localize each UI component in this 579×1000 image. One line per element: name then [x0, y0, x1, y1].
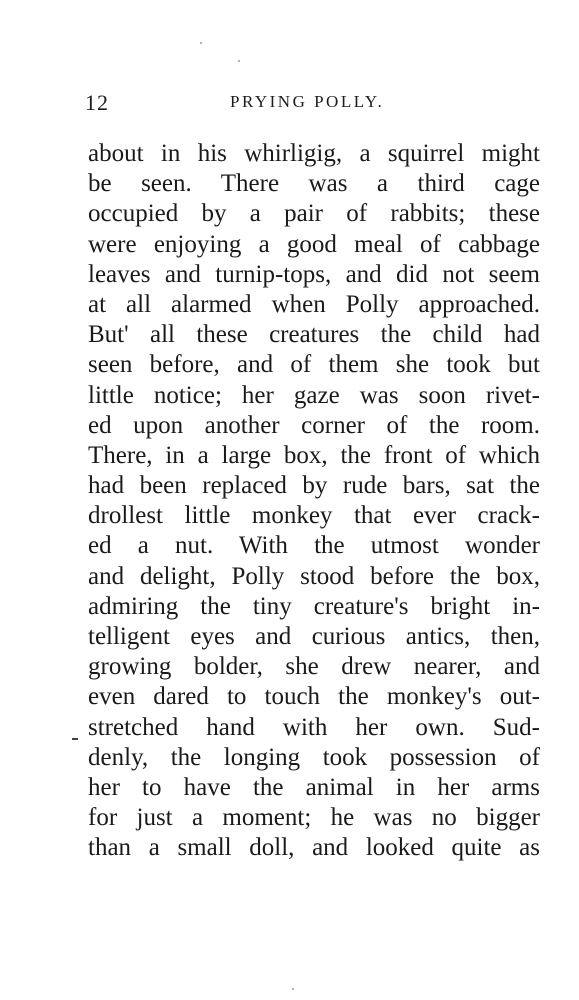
text-line: There, in a large box, the front of which — [88, 441, 540, 469]
text-line: even dared to touch the monkey's out- — [88, 683, 540, 711]
text-line: were enjoying a good meal of cabbage — [88, 230, 540, 258]
text-line: leaves and turnip-tops, and did not seem — [88, 260, 540, 288]
text-line: stretched hand with her own. Sud- — [88, 713, 540, 741]
text-line: seen before, and of them she took but — [88, 351, 540, 379]
text-line: at all alarmed when Polly approached. — [88, 290, 540, 318]
text-line: had been replaced by rude bars, sat the — [88, 472, 540, 500]
text-line: ed upon another corner of the room. — [88, 411, 540, 439]
text-line: little notice; her gaze was soon rivet- — [88, 381, 540, 409]
text-line: her to have the animal in her arms — [88, 773, 540, 801]
text-line: and delight, Polly stood before the box, — [88, 562, 540, 590]
paper-speck — [200, 42, 202, 44]
text-line: about in his whirligig, a squirrel might — [88, 140, 540, 167]
text-line: than a small doll, and looked quite as — [88, 834, 540, 862]
text-line: growing bolder, she drew nearer, and — [88, 653, 540, 681]
text-line: ed a nut. With the utmost wonder — [88, 532, 540, 560]
text-line: occupied by a pair of rabbits; these — [88, 200, 540, 228]
text-line: telligent eyes and curious antics, then, — [88, 623, 540, 650]
text-line: for just a moment; he was no bigger — [88, 804, 540, 832]
page-header — [85, 90, 545, 120]
text-line: be seen. There was a third cage — [88, 170, 540, 198]
paper-speck — [292, 988, 294, 990]
text-line: denly, the longing took possession of — [88, 743, 540, 771]
body-text — [88, 139, 540, 864]
text-line: drollest little monkey that ever crack- — [88, 502, 540, 530]
paper-speck — [238, 60, 240, 62]
running-head: PRYING POLLY. — [230, 92, 385, 111]
text-line: But' all these creatures the child had — [88, 321, 540, 349]
text-line: admiring the tiny creature's bright in- — [88, 592, 540, 620]
margin-mark — [72, 738, 78, 740]
page-number: 12 — [85, 90, 109, 115]
